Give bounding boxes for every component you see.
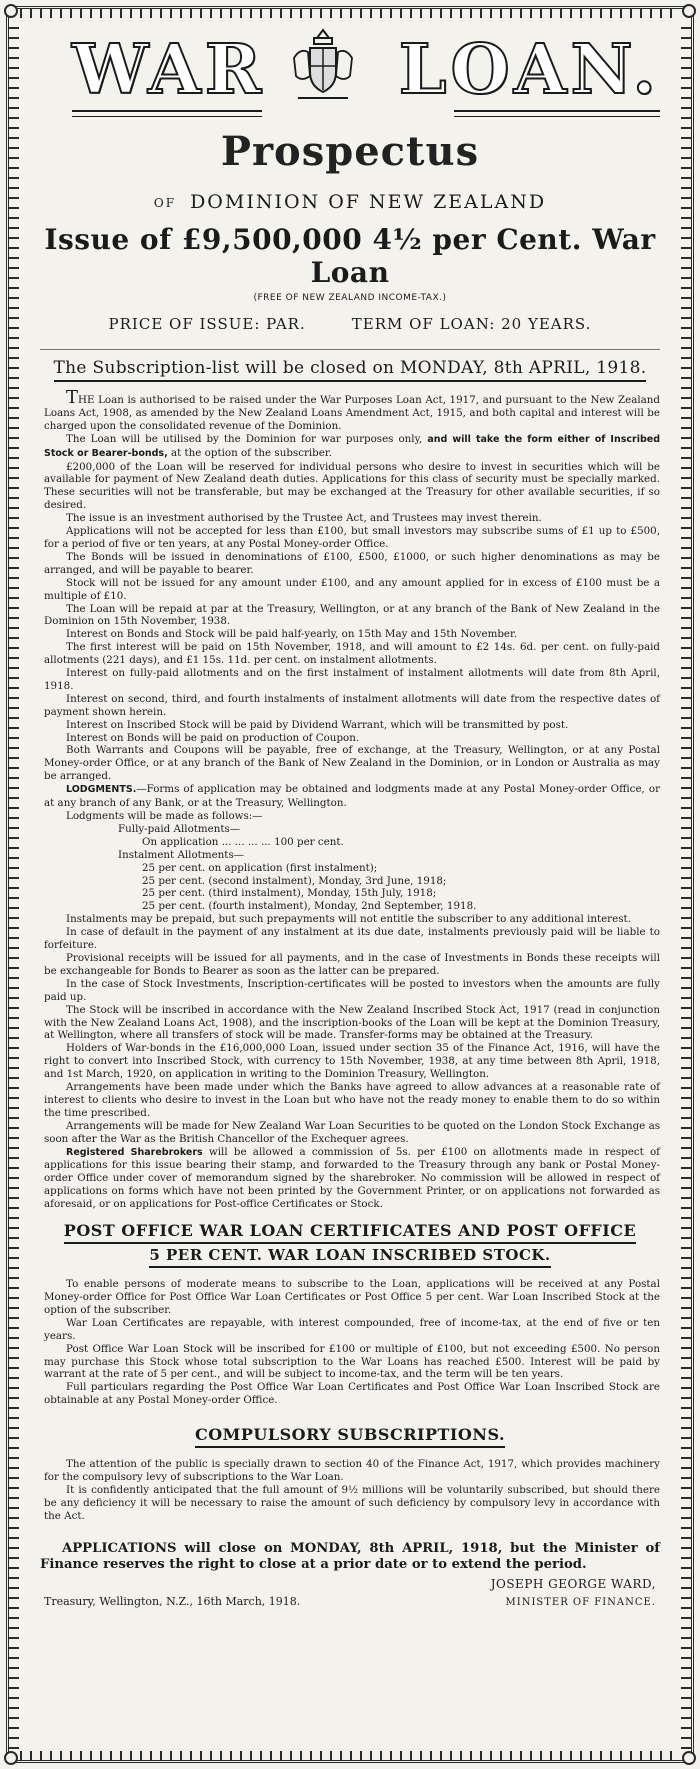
compulsory-text: [34, 1458, 666, 1523]
prospectus-title: Prospectus: [220, 128, 480, 175]
paragraph: £200,000 of the Loan will be reserved for individual persons who desire to invest in securities which will be available for payment of New Zealand death duties. Applications for this class of security must be specially marked. These securities will not be transferable, but may be exchanged at the Treasury for other available securities, if so desired.: [44, 460, 660, 512]
list-item: 25 per cent. on application (first instalment);: [142, 861, 378, 874]
issue-terms: [34, 315, 666, 333]
divider: [40, 349, 660, 350]
advertisement: [34, 24, 666, 1608]
list-item: On application ... ... ... ... 100 per cent.: [142, 835, 344, 848]
post-office-text: [34, 1278, 666, 1407]
paragraph: Interest on Bonds and Stock will be paid half-yearly, on 15th May and 15th November.: [66, 628, 518, 641]
paragraph: Stock will not be issued for any amount under £100, and any amount applied for in excess of £100 must be a multiple of £10.: [44, 576, 660, 602]
of-word: OF: [153, 196, 177, 210]
paragraph: War Loan Certificates are repayable, with interest compounded, free of income-tax, at the end of five or ten years.: [44, 1316, 660, 1342]
masthead-war: WAR: [72, 30, 266, 110]
paragraph: The Loan will be utilised by the Dominion for war purposes only, and will take the form either of Inscribed Stock or Bearer-bonds, at the option of the subscriber.: [44, 432, 660, 459]
term-of-loan: TERM OF LOAN: 20 YEARS.: [351, 315, 592, 333]
paragraph: In the case of Stock Investments, Inscription-certificates will be posted to investors when the amounts are fully paid up.: [44, 977, 660, 1003]
paragraph: To enable persons of moderate means to subscribe to the Loan, applications will be received at any Postal Money-order Office for Post Office War Loan Certificates or Post Office 5 per cent. War Loan Inscribed Stock at the option of the subscriber.: [44, 1278, 660, 1316]
closing-notice-text: The Subscription-list will be closed on MONDAY, 8th APRIL, 1918.: [54, 358, 647, 382]
paragraph: LODGMENTS.—Forms of application may be obtained and lodgments made at any Postal Money-order Office, or at any branch of any Bank, or at the Treasury, Wellington.: [44, 783, 660, 810]
paragraph: Arrangements will be made for New Zealand War Loan Securities to be quoted on the London Stock Exchange as soon after the War as the British Chancellor of the Exchequer agrees.: [44, 1119, 660, 1145]
applications-notice: APPLICATIONS will close on MONDAY, 8th APRIL, 1918, but the Minister of Finance reserves the right to close at a prior date or to extend the period.: [40, 1540, 660, 1572]
corner-ornament: [4, 4, 18, 18]
paragraph: Lodgments will be made as follows:—: [66, 810, 263, 822]
corner-ornament: [682, 4, 696, 18]
paragraph: It is confidently anticipated that the full amount of 9½ millions will be voluntarily subscribed, but should there be any deficiency it will be necessary to raise the amount of such deficiency by compulsory levy in accordance with the Act.: [44, 1483, 660, 1522]
post-office-heading: POST OFFICE WAR LOAN CERTIFICATES AND POST OFFICE: [34, 1221, 666, 1240]
paragraph: Applications will not be accepted for less than £100, but small investors may subscribe sums of £1 up to £500, for a period of five or ten years, at any Postal Money-order Office.: [44, 525, 660, 550]
paragraph: Interest on fully-paid allotments and on the first instalment of instalment allotments will date from 8th April, 1918.: [44, 667, 660, 692]
dominion-name: DOMINION OF NEW ZEALAND: [190, 191, 547, 213]
corner-ornament: [682, 1751, 696, 1765]
issue-title: Issue of £9,500,000 4½ per Cent. War Loan: [44, 223, 656, 289]
price-of-issue: PRICE OF ISSUE: PAR.: [108, 315, 306, 333]
list-item: Fully-paid Allotments—: [118, 822, 241, 835]
paragraph: The first interest will be paid on 15th November, 1918, and will amount to £2 14s. 6d. per cent. on fully-paid allotments (221 days), and £1 15s. 11d. per cent. on instalment allotments.: [44, 641, 660, 667]
list-item: 25 per cent. (second instalment), Monday, 3rd June, 1918;: [142, 874, 447, 887]
paragraph: Arrangements have been made under which the Banks have agreed to allow advances at a reasonable rate of interest to clients who desire to invest in the Loan but who have not the ready money to enable them to do so within the time prescribed.: [44, 1081, 660, 1119]
sharebrokers-label: Registered Sharebrokers: [66, 1146, 203, 1158]
subscription-closing-notice: [34, 358, 666, 378]
list-item: Instalment Allotments—: [118, 848, 245, 861]
compulsory-heading: COMPULSORY SUBSCRIPTIONS.: [34, 1425, 666, 1444]
dominion-line: [34, 191, 666, 213]
paragraph: The issue is an investment authorised by the Trustee Act, and Trustees may invest therein.: [66, 512, 542, 525]
paragraph: Both Warrants and Coupons will be payable, free of exchange, at the Treasury, Wellington, or at any Postal Money-order Office, or at any branch of the Bank of New Zealand in the Dominion, or in London or Australia as may be arranged.: [44, 744, 660, 783]
paragraph: Registered Sharebrokers will be allowed a commission of 5s. per £100 on allotments made in respect of applications for this issue bearing their stamp, and forwarded to the Treasury through any bank or Postal Money-order Office under cover of memorandum signed by the sharebroker. No commission will be allowed in respect of applications on forms which have not been printed by the Government Printer, or on applications not forwarded as aforesaid, or on applications for Post-office Certificates or Stock.: [44, 1145, 660, 1211]
paragraph: Interest on Bonds will be paid on production of Coupon.: [66, 731, 360, 744]
royal-coat-of-arms-icon: [290, 28, 356, 104]
paragraph: Instalments may be prepaid, but such prepayments will not entitle the subscriber to any additional interest.: [66, 913, 631, 926]
post-office-subheading: 5 PER CENT. WAR LOAN INSCRIBED STOCK.: [34, 1246, 666, 1264]
lodgments-label: LODGMENTS.: [66, 784, 137, 796]
paragraph: Interest on second, third, and fourth instalments of instalment allotments will date from the respective dates of payment shown herein.: [44, 692, 660, 718]
chain-border-left: [9, 20, 19, 1749]
masthead-loan: LOAN.: [398, 30, 660, 110]
paragraph: THE Loan is authorised to be raised under the War Purposes Loan Act, 1917, and pursuant to the New Zealand Loans Act, 1908, as amended by the New Zealand Loans Amendment Act, 1915, and both capital and interest will be charged upon the consolidated revenue of the Dominion.: [44, 387, 660, 432]
list-item: 25 per cent. (fourth instalment), Monday, 2nd September, 1918.: [142, 900, 477, 913]
chain-border-top: [20, 8, 680, 18]
tax-free-note: (FREE OF NEW ZEALAND INCOME-TAX.): [253, 293, 447, 303]
signatory-title: MINISTER OF FINANCE.: [505, 1596, 656, 1608]
paragraph: Provisional receipts will be issued for all payments, and in the case of Investments in Bonds these receipts will be exchangeable for Bonds to Bearer as soon as the latter can be prepared.: [44, 951, 660, 977]
paragraph: The attention of the public is specially drawn to section 40 of the Finance Act, 1917, which provides machinery for the compulsory levy of subscriptions to the War Loan.: [44, 1458, 660, 1484]
paragraph: Full particulars regarding the Post Office War Loan Certificates and Post Office War Loan Inscribed Stock are obtainable at any Postal Money-order Office.: [44, 1381, 660, 1407]
masthead: [34, 24, 666, 112]
place-and-date: Treasury, Wellington, N.Z., 16th March, 1918.: [44, 1594, 301, 1608]
list-item: 25 per cent. (third instalment), Monday, 15th July, 1918;: [142, 887, 437, 900]
paragraph: The Loan will be repaid at par at the Treasury, Wellington, or at any branch of the Bank of New Zealand in the Dominion on 15th November, 1938.: [44, 602, 660, 628]
corner-ornament: [4, 1751, 18, 1765]
masthead-rule: [454, 110, 660, 117]
chain-border-right: [681, 20, 691, 1749]
masthead-rule: [72, 110, 262, 117]
chain-border-bottom: [20, 1751, 680, 1761]
paragraph: Interest on Inscribed Stock will be paid by Dividend Warrant, which will be transmitted by post.: [66, 718, 569, 731]
paragraph: Post Office War Loan Stock will be inscribed for £100 or multiple of £100, but not exceeding £500. No person may purchase this Stock whose total subscription to the War Loans has reached £500. Interest will be paid by warrant at the rate of 5 per cent., and will be subject to income-tax, and the term will be ten years.: [44, 1342, 660, 1381]
main-prospectus-text: [34, 387, 666, 1211]
paragraph: Holders of War-bonds in the £16,000,000 Loan, issued under section 35 of the Finance Act, 1916, will have the right to convert into Inscribed Stock, with currency to 15th November, 1938, at any time between 8th April, 1918, and 1st March, 1920, on application in writing to the Dominion Treasury, Wellington.: [44, 1042, 660, 1081]
paragraph: The Stock will be inscribed in accordance with the New Zealand Inscribed Stock Act, 1917 (read in conjunction with the New Zealand Loans Act, 1908), and the inscription-books of the Loan will be kept at the Dominion Treasury, at Wellington, where all transfers of stock will be made. Transfer-forms may be obtained at the Treasury.: [44, 1003, 660, 1042]
paragraph: The Bonds will be issued in denominations of £100, £500, £1000, or such higher denominations as may be arranged, and will be payable to bearer.: [44, 550, 660, 576]
signatory-name: JOSEPH GEORGE WARD,: [490, 1576, 656, 1591]
signature-block: [34, 1577, 666, 1608]
paragraph: In case of default in the payment of any instalment at its due date, instalments previously paid will be liable to forfeiture.: [44, 926, 660, 952]
